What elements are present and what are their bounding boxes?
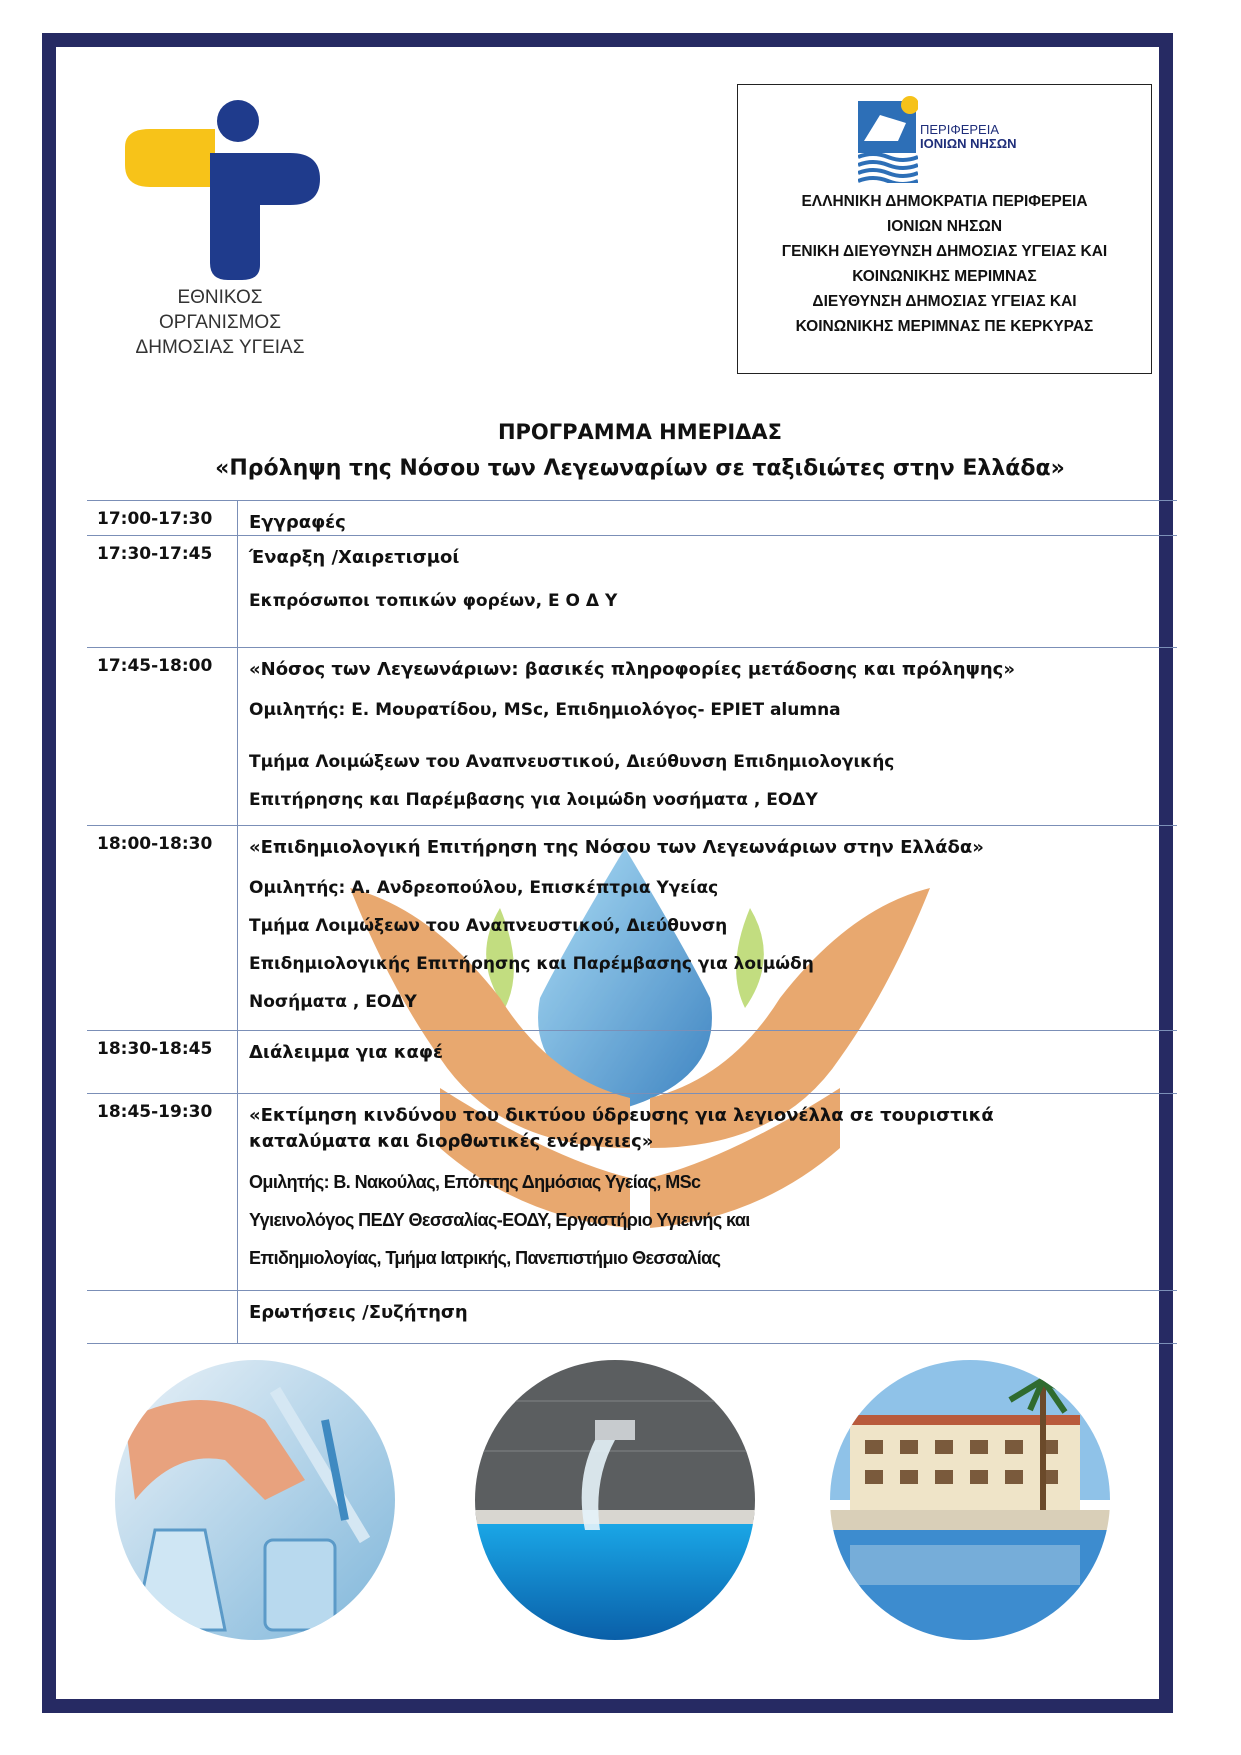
region-logo-line1: ΠΕΡΙΦΕΡΕΙΑ <box>920 122 1000 137</box>
schedule-row <box>87 825 1177 1030</box>
affiliation: Επιτήρησης και Παρέμβασης για λοιμώδη νοσήματα , ΕΟΔΥ <box>249 790 818 810</box>
session-title: «Επιδημιολογική Επιτήρηση της Νόσου των Λεγεωνάριων στην Ελλάδα» <box>249 837 984 858</box>
session-title: Ερωτήσεις /Συζήτηση <box>249 1302 468 1323</box>
eody-name-line2: ΔΗΜΟΣΙΑΣ ΥΓΕΙΑΣ <box>135 337 305 358</box>
session-title: Διάλειμμα για καφέ <box>249 1042 444 1063</box>
time-slot: 17:00-17:30 <box>97 509 213 529</box>
region-line: ΚΟΙΝΩΝΙΚΗΣ ΜΕΡΙΜΝΑΣ <box>852 268 1037 285</box>
session-title: «Νόσος των Λεγεωνάριων: βασικές πληροφορίες μετάδοσης και πρόληψης» <box>249 659 1015 680</box>
eody-logo <box>115 95 325 358</box>
eody-name-line1: ΕΘΝΙΚΟΣ ΟΡΓΑΝΙΣΜΟΣ <box>159 287 281 333</box>
schedule-row <box>87 647 1177 825</box>
hotel-pool-photo <box>830 1360 1110 1640</box>
time-slot: 18:30-18:45 <box>97 1039 213 1059</box>
speaker: Ομιλητής: Β. Νακούλας, Επόπτης Δημόσιας Υγείας, MSc <box>249 1172 701 1192</box>
schedule-row <box>87 1030 1177 1093</box>
eody-symbol-icon <box>120 95 320 280</box>
schedule-row <box>87 1290 1177 1344</box>
session-title: Εγγραφές <box>249 512 346 533</box>
time-slot: 18:00-18:30 <box>97 834 213 854</box>
region-line: ΙΟΝΙΩΝ ΝΗΣΩΝ <box>886 218 1003 235</box>
session-detail: Εκπρόσωποι τοπικών φορέων, Ε Ο Δ Υ <box>249 591 618 611</box>
pool-fountain-photo <box>475 1360 755 1640</box>
time-slot: 18:45-19:30 <box>97 1102 213 1122</box>
speaker: Ομιλητής: Ε. Μουρατίδου, MSc, Επιδημιολόγος- EPIET alumna <box>249 700 841 720</box>
session-title: «Εκτίμηση κινδύνου του δικτύου ύδρευσης για λεγιονέλλα σε τουριστικά <box>249 1105 994 1126</box>
affiliation: Επιδημιολογίας, Τμήμα Ιατρικής, Πανεπιστήμιο Θεσσαλίας <box>249 1248 721 1268</box>
region-line: ΚΟΙΝΩΝΙΚΗΣ ΜΕΡΙΜΝΑΣ ΠΕ ΚΕΡΚΥΡΑΣ <box>795 318 1094 335</box>
time-slot: 17:30-17:45 <box>97 544 213 564</box>
affiliation: Νοσήματα , ΕΟΔΥ <box>249 992 417 1012</box>
session-title: καταλύματα και διορθωτικές ενέργειες» <box>249 1131 654 1152</box>
ionian-islands-emblem-icon <box>858 95 918 183</box>
schedule-row <box>87 535 1177 647</box>
speaker: Ομιλητής: Α. Ανδρεοπούλου, Επισκέπτρια Υγείας <box>249 878 719 898</box>
region-logo-line2: ΙΟΝΙΩΝ ΝΗΣΩΝ <box>920 136 1017 151</box>
affiliation: Επιδημιολογικής Επιτήρησης και Παρέμβασης για λοιμώδη <box>249 954 814 974</box>
schedule-table <box>87 500 1177 1344</box>
schedule-row <box>87 500 1177 535</box>
program-heading: ΠΡΟΓΡΑΜΜΑ ΗΜΕΡΙΔΑΣ <box>497 420 783 444</box>
region-header-box <box>737 84 1152 374</box>
region-line: ΓΕΝΙΚΗ ΔΙΕΥΘΥΝΣΗ ΔΗΜΟΣΙΑΣ ΥΓΕΙΑΣ ΚΑΙ <box>781 243 1108 260</box>
affiliation: Υγιεινολόγος ΠΕΔΥ Θεσσαλίας-ΕΟΔΥ, Εργαστήριο Υγιεινής και <box>249 1210 750 1230</box>
region-line: ΔΙΕΥΘΥΝΣΗ ΔΗΜΟΣΙΑΣ ΥΓΕΙΑΣ ΚΑΙ <box>812 293 1077 310</box>
region-line: ΕΛΛΗΝΙΚΗ ΔΗΜΟΚΡΑΤΙΑ ΠΕΡΙΦΕΡΕΙΑ <box>801 193 1088 210</box>
event-title: «Πρόληψη της Νόσου των Λεγεωναρίων σε ταξιδιώτες στην Ελλάδα» <box>215 456 1065 481</box>
affiliation: Τμήμα Λοιμώξεων του Αναπνευστικού, Διεύθυνση Επιδημιολογικής <box>249 752 895 772</box>
laboratory-photo <box>115 1360 395 1640</box>
schedule-row <box>87 1093 1177 1290</box>
region-logo <box>858 95 1038 185</box>
time-slot: 17:45-18:00 <box>97 656 213 676</box>
affiliation: Τμήμα Λοιμώξεων του Αναπνευστικού, Διεύθυνση <box>249 916 728 936</box>
session-title: Έναρξη /Χαιρετισμοί <box>249 547 460 568</box>
